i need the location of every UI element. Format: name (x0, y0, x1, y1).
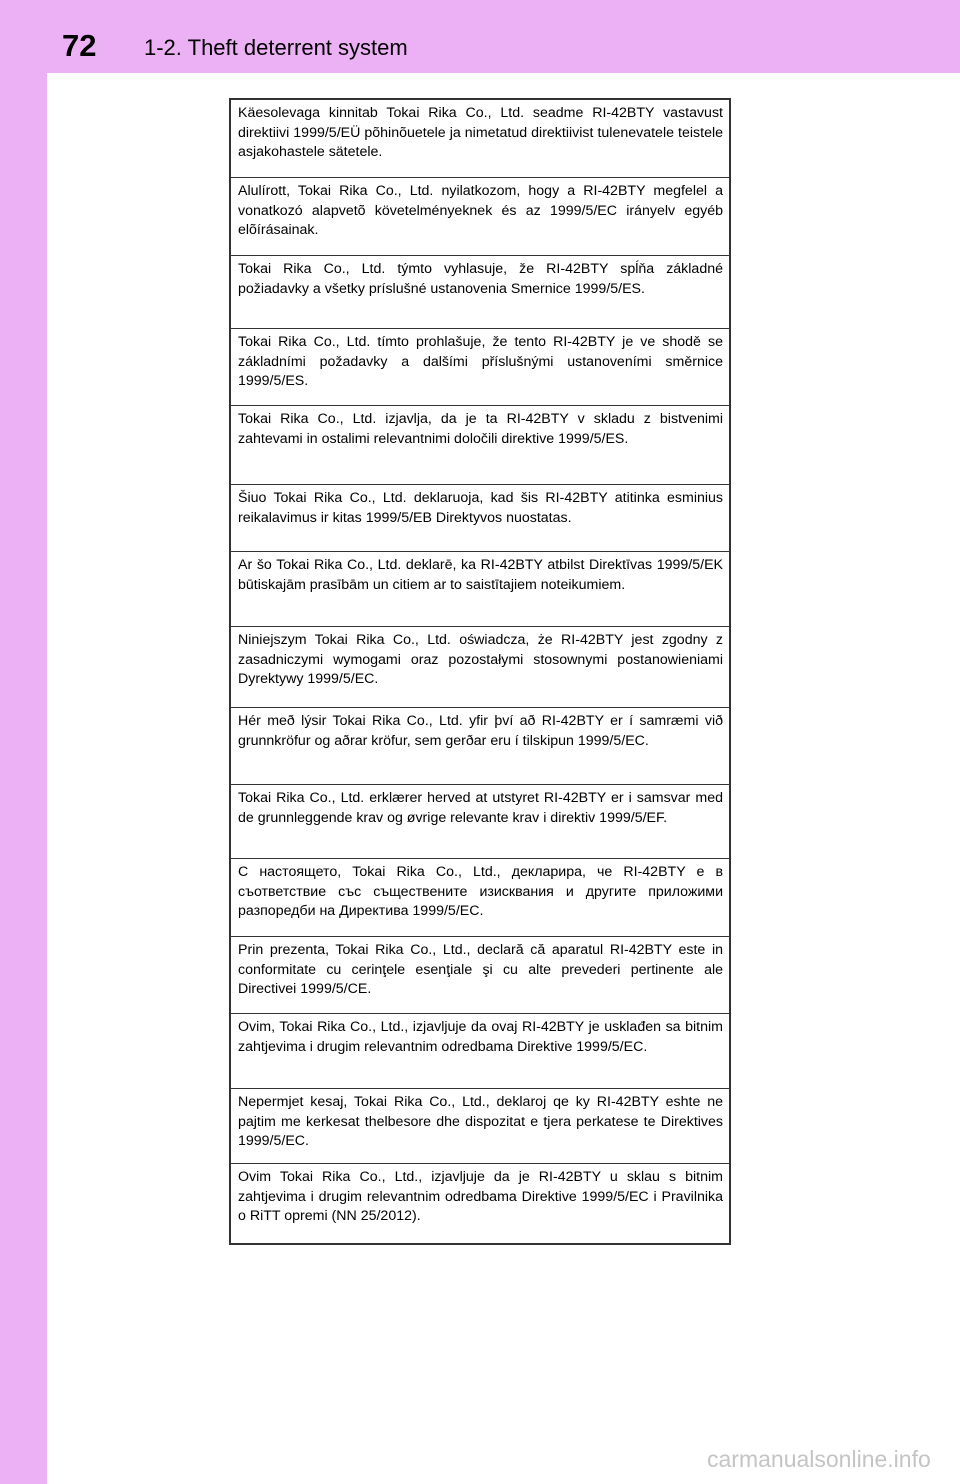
declaration-albanian (231, 1089, 729, 1164)
declaration-text: Alulírott, Tokai Rika Co., Ltd. nyilatkozom, hogy a RI-42BTY megfelel a vonatkozó alapvetõ követelményeknek és az 1999/5/EC irányelv egyéb elõírásainak. (238, 183, 723, 238)
declaration-text: Ovim Tokai Rika Co., Ltd., izjavljuje da je RI-42BTY u sklau s bitnim zahtjevima i drugim relevantnim odredbama Direktive 1999/5/EC i Pravilnika o RiTT opremi (NN 25/2012). (238, 1169, 723, 1224)
declaration-text: Hér með lýsir Tokai Rika Co., Ltd. yfir því að RI-42BTY er í samræmi við grunnkröfur og aðrar kröfur, sem gerðar eru í tilskipun 1999/5/EC. (238, 713, 723, 749)
declaration-text: С настоящето, Tokai Rika Co., Ltd., декларира, че RI-42BTY е в съответствие със съществените изисквания и другите приложими разпоредби на Директива 1999/5/EC. (238, 864, 723, 919)
declaration-romanian (231, 937, 729, 1014)
declaration-czech (231, 329, 729, 406)
declaration-text: Ar šo Tokai Rika Co., Ltd. deklarē, ka RI-42BTY atbilst Direktīvas 1999/5/EK būtiskajām prasībām un citiem ar to saistītajiem noteikumiem. (238, 557, 723, 593)
section-title: 1-2. Theft deterrent system (144, 35, 408, 60)
declaration-croatian-ritt (231, 1164, 729, 1243)
declaration-norwegian (231, 785, 729, 859)
declaration-text: Prin prezenta, Tokai Rika Co., Ltd., declară că aparatul RI-42BTY este in conformitate cu cerinţele esenţiale şi cu alte prevederi pertinente ale Directivei 1999/5/CE. (238, 942, 723, 997)
declaration-slovak (231, 256, 729, 329)
declaration-text: Šiuo Tokai Rika Co., Ltd. deklaruoja, kad šis RI-42BTY atitinka esminius reikalavimus ir kitas 1999/5/EB Direktyvos nuostatas. (238, 490, 723, 526)
declaration-latvian (231, 552, 729, 627)
declarations-table (229, 98, 731, 1245)
declaration-estonian (231, 100, 729, 178)
side-color-bar (0, 0, 47, 1484)
declaration-text: Niniejszym Tokai Rika Co., Ltd. oświadcza, że RI-42BTY jest zgodny z zasadniczymi wymogami oraz pozostałymi stosownymi postanowieniami Dyrektywy 1999/5/EC. (238, 632, 723, 687)
declaration-text: Ovim, Tokai Rika Co., Ltd., izjavljuje da ovaj RI-42BTY je usklađen sa bitnim zahtjevima i drugim relevantnim odredbama Direktive 1999/5/EC. (238, 1019, 723, 1055)
declaration-text: Tokai Rika Co., Ltd. tímto prohlašuje, že tento RI-42BTY je ve shodě se základními požadavky a dalšími příslušnými ustanoveními směrnice 1999/5/ES. (238, 334, 723, 389)
declaration-text: Tokai Rika Co., Ltd. erklærer herved at utstyret RI-42BTY er i samsvar med de grunnleggende krav og øvrige relevante krav i direktiv 1999/5/EF. (238, 790, 723, 826)
declaration-polish (231, 627, 729, 708)
declaration-text: Nepermjet kesaj, Tokai Rika Co., Ltd., deklaroj qe ky RI-42BTY eshte ne pajtim me kerkesat thelbesore dhe dispozitat e tjera perkatese te Direktives 1999/5/EC. (238, 1094, 723, 1149)
page-number: 72 (62, 28, 97, 63)
declaration-hungarian (231, 178, 729, 256)
declaration-icelandic (231, 708, 729, 785)
declaration-croatian (231, 1014, 729, 1089)
declaration-text: Käesolevaga kinnitab Tokai Rika Co., Ltd. seadme RI-42BTY vastavust direktiivi 1999/5/EÜ põhinõuetele ja nimetatud direktiivist tulenevatele teistele asjakohastele sätetele. (238, 105, 723, 160)
declaration-bulgarian (231, 859, 729, 937)
declaration-slovenian (231, 406, 729, 485)
watermark: carmanualsonline.info (707, 1446, 931, 1472)
declaration-lithuanian (231, 485, 729, 552)
declaration-text: Tokai Rika Co., Ltd. izjavlja, da je ta RI-42BTY v skladu z bistvenimi zahtevami in ostalimi relevantnimi določili direktive 1999/5/ES. (238, 411, 723, 447)
declaration-text: Tokai Rika Co., Ltd. týmto vyhlasuje, že RI-42BTY spĺňa základné požiadavky a všetky príslušné ustanovenia Smernice 1999/5/ES. (238, 261, 723, 297)
